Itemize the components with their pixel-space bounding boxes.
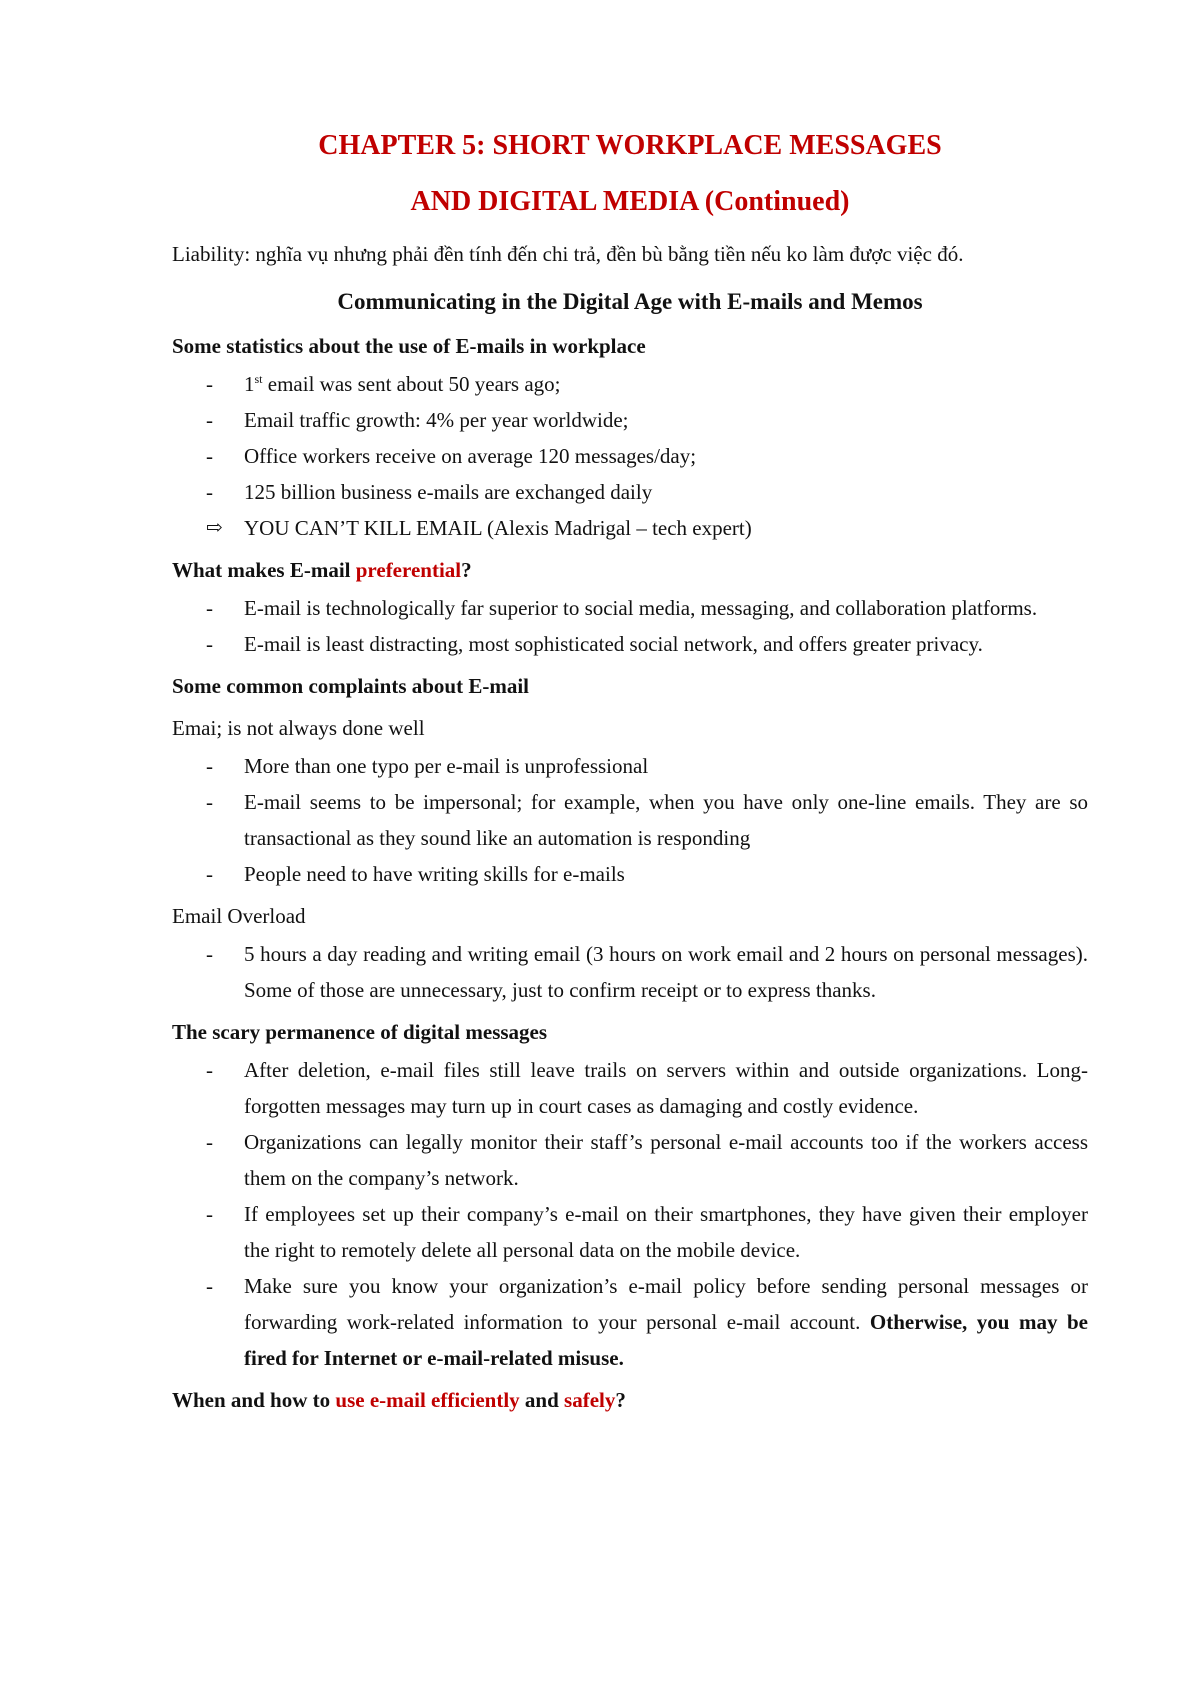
section-title: Communicating in the Digital Age with E-mails and Memos — [337, 289, 923, 314]
preferential-heading — [172, 552, 1088, 588]
heading-text: What makes E-mail — [172, 558, 356, 582]
heading-punct: ? — [615, 1388, 626, 1412]
heading-punct: ? — [461, 558, 472, 582]
permanence-item-3: If employees set up their company’s e-mail on their smartphones, they have given their employer the right to remotely delete all personal data on the mobile device. — [244, 1202, 1088, 1262]
list-item — [172, 1268, 1088, 1376]
permanence-item-2: Organizations can legally monitor their staff’s personal e-mail accounts too if the workers access them on the company’s network. — [244, 1130, 1088, 1190]
stat-messages-per-day: Office workers receive on average 120 messages/day; — [244, 444, 697, 468]
overload-item: 5 hours a day reading and writing email (3 hours on work email and 2 hours on personal messages). Some of those are unnecessary, just to confirm receipt or to express thanks. — [244, 942, 1088, 1002]
preferential-list — [172, 590, 1088, 662]
complaint-item-3: People need to have writing skills for e-mails — [244, 862, 625, 886]
chapter-title-line-2: AND DIGITAL MEDIA (Continued) — [410, 186, 850, 217]
overload-label: Email Overload — [172, 904, 306, 928]
permanence-heading: The scary permanence of digital messages — [172, 1020, 548, 1044]
complaint-item-1: More than one typo per e-mail is unprofessional — [244, 754, 649, 778]
heading-text: When and how to — [172, 1388, 336, 1412]
dash-bullet: - — [206, 1202, 213, 1226]
permanence-warning: Otherwise, you may be fired for Internet or e-mail-related misuse. — [244, 1310, 1088, 1370]
dash-bullet: - — [206, 1274, 213, 1298]
list-item — [172, 590, 1088, 626]
stat-daily-emails: 125 billion business e-mails are exchanged daily — [244, 480, 653, 504]
dash-bullet: - — [206, 372, 213, 396]
list-item — [172, 402, 1088, 438]
dash-bullet: - — [206, 790, 213, 814]
dash-bullet: - — [206, 1130, 213, 1154]
list-item — [172, 748, 1088, 784]
list-item — [172, 784, 1088, 856]
dash-bullet: - — [206, 408, 213, 432]
complaint-item-2: E-mail seems to be impersonal; for example, when you have only one-line emails. They are so transactional as they sound like an automation is responding — [244, 790, 1088, 850]
list-item — [172, 510, 1088, 546]
dash-bullet: - — [206, 942, 213, 966]
stat-first-email-text: email was sent about 50 years ago; — [262, 372, 561, 396]
document-content — [172, 118, 1088, 1418]
list-item — [172, 1196, 1088, 1268]
complaints-heading: Some common complaints about E-mail — [172, 674, 529, 698]
permanence-list — [172, 1052, 1088, 1376]
list-item — [172, 1124, 1088, 1196]
dash-bullet: - — [206, 632, 213, 656]
list-item — [172, 366, 1088, 402]
list-item — [172, 936, 1088, 1008]
list-item — [172, 626, 1088, 662]
chapter-title-line-1: CHAPTER 5: SHORT WORKPLACE MESSAGES — [318, 130, 942, 161]
list-item — [172, 856, 1088, 892]
overload-list — [172, 936, 1088, 1008]
ordinal-suffix: st — [254, 372, 263, 386]
complaints-list — [172, 748, 1088, 892]
dash-bullet: - — [206, 444, 213, 468]
list-item — [172, 438, 1088, 474]
list-item — [172, 474, 1088, 510]
stat-first-email-number: 1 — [244, 372, 255, 396]
heading-text: and — [519, 1388, 565, 1412]
dash-bullet: - — [206, 1058, 213, 1082]
highlight-safely: safely — [564, 1388, 616, 1412]
stats-heading: Some statistics about the use of E-mails in workplace — [172, 334, 646, 358]
permanence-item-4: Make sure you know your organization’s e-mail policy before sending personal messages or forwarding work-related information to your personal e-mail account. — [244, 1274, 1088, 1334]
stats-conclusion: YOU CAN’T KILL EMAIL (Alexis Madrigal – tech expert) — [244, 516, 752, 540]
dash-bullet: - — [206, 754, 213, 778]
stat-traffic-growth: Email traffic growth: 4% per year worldwide; — [244, 408, 629, 432]
highlight-use-efficiently: use e-mail efficiently — [335, 1388, 520, 1412]
arrow-right-icon: ⇨ — [206, 517, 223, 539]
list-item — [172, 1052, 1088, 1124]
dash-bullet: - — [206, 596, 213, 620]
efficiency-heading — [172, 1382, 1088, 1418]
dash-bullet: - — [206, 480, 213, 504]
preferential-item-2: E-mail is least distracting, most sophisticated social network, and offers greater privacy. — [244, 632, 983, 656]
liability-note: Liability: nghĩa vụ nhưng phải đền tính đến chi trả, đền bù bằng tiền nếu ko làm được việc đó. — [172, 242, 964, 266]
highlight-preferential: preferential — [355, 558, 462, 582]
permanence-item-1: After deletion, e-mail files still leave trails on servers within and outside organizations. Long-forgotten messages may turn up in court cases as damaging and costly evidence. — [244, 1058, 1088, 1118]
stats-list — [172, 366, 1088, 546]
dash-bullet: - — [206, 862, 213, 886]
complaints-intro: Emai; is not always done well — [172, 716, 425, 740]
preferential-item-1: E-mail is technologically far superior to social media, messaging, and collaboration platforms. — [244, 596, 1038, 620]
